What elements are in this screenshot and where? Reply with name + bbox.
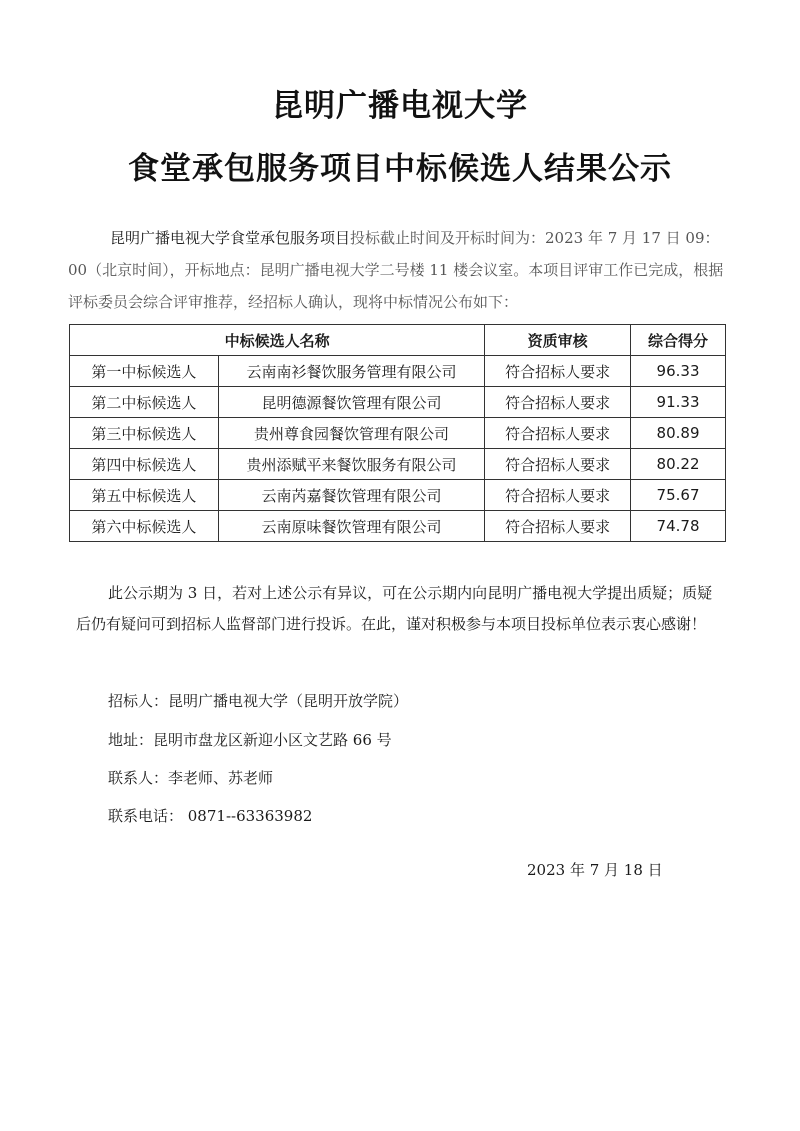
candidate-qualification: 符合招标人要求: [485, 356, 631, 387]
candidate-qualification: 符合招标人要求: [485, 449, 631, 480]
candidate-qualification: 符合招标人要求: [485, 387, 631, 418]
candidates-table: [69, 324, 726, 542]
notice-paragraph: [76, 578, 726, 640]
table-row: [70, 511, 726, 542]
notice-text: 此公示期为 3 日，若对上述公示有异议，可在公示期内向昆明广播电视大学提出质疑；质疑后仍有疑问可到招标人监督部门进行投诉。在此，谨对积极参与本项目投标单位表示衷心感谢！: [76, 584, 713, 633]
table-row: [70, 387, 726, 418]
candidate-score: 74.78: [631, 511, 726, 542]
table-row: [70, 480, 726, 511]
document-title-line1: 昆明广播电视大学: [272, 88, 528, 124]
document-title-line2: 食堂承包服务项目中标候选人结果公示: [128, 151, 672, 187]
phone-line: 联系电话： 0871--63363982: [108, 807, 313, 825]
intro-project-name: 昆明广播电视大学食堂承包服务项目: [110, 229, 351, 247]
table-header-row: [70, 325, 726, 356]
candidate-company: 云南芮嘉餐饮管理有限公司: [218, 480, 485, 511]
document-date: 2023 年 7 月 18 日: [527, 861, 663, 879]
intro-bid-details: 投标截止时间及开标时间为：2023 年 7 月 17 日 09：00（北京时间），开标地点：昆明广播电视大学二号楼 11 楼会议室。: [68, 229, 720, 279]
intro-announcement: 本项目评审工作已完成，根据评标委员会综合评审推荐，经招标人确认，现将中标情况公布如下：: [68, 261, 724, 311]
candidate-rank: 第三中标候选人: [70, 418, 219, 449]
candidate-score: 96.33: [631, 356, 726, 387]
candidate-rank: 第一中标候选人: [70, 356, 219, 387]
table-row: [70, 449, 726, 480]
candidate-rank: 第五中标候选人: [70, 480, 219, 511]
candidate-score: 80.89: [631, 418, 726, 449]
candidate-company: 贵州尊食园餐饮管理有限公司: [218, 418, 485, 449]
candidate-company: 贵州添赋平来餐饮服务有限公司: [218, 449, 485, 480]
candidate-rank: 第六中标候选人: [70, 511, 219, 542]
candidate-qualification: 符合招标人要求: [485, 511, 631, 542]
candidate-score: 91.33: [631, 387, 726, 418]
candidate-rank: 第二中标候选人: [70, 387, 219, 418]
contact-person-line: 联系人：李老师、苏老师: [108, 769, 274, 787]
candidate-company: 云南南衫餐饮服务管理有限公司: [218, 356, 485, 387]
candidate-company: 云南原味餐饮管理有限公司: [218, 511, 485, 542]
table-row: [70, 356, 726, 387]
candidate-qualification: 符合招标人要求: [485, 480, 631, 511]
candidate-rank: 第四中标候选人: [70, 449, 219, 480]
candidate-score: 75.67: [631, 480, 726, 511]
tenderer-line: 招标人：昆明广播电视大学（昆明开放学院）: [108, 692, 409, 710]
candidate-score: 80.22: [631, 449, 726, 480]
table-row: [70, 418, 726, 449]
intro-paragraph: [68, 222, 726, 318]
header-qualification: 资质审核: [485, 325, 631, 356]
candidate-company: 昆明德源餐饮管理有限公司: [218, 387, 485, 418]
header-score: 综合得分: [631, 325, 726, 356]
candidate-qualification: 符合招标人要求: [485, 418, 631, 449]
header-candidate-name: 中标候选人名称: [70, 325, 485, 356]
address-line: 地址：昆明市盘龙区新迎小区文艺路 66 号: [108, 731, 392, 749]
